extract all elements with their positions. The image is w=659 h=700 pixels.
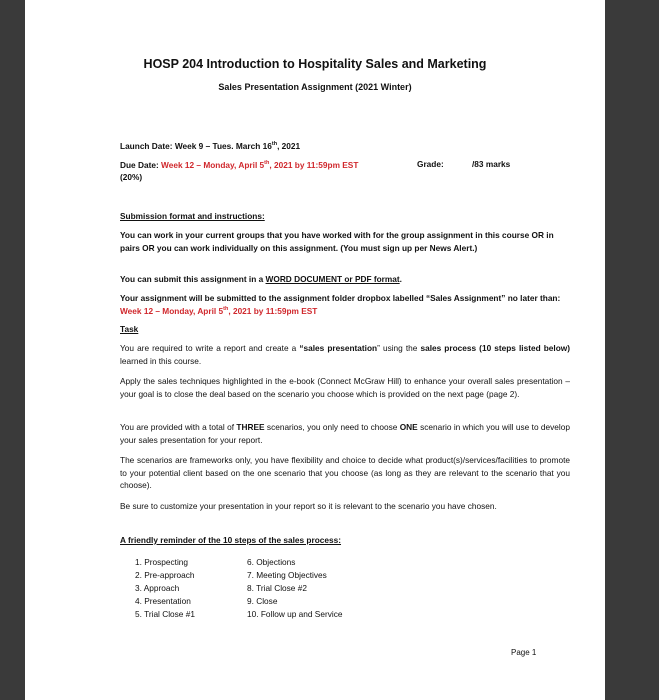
list-item: 10. Follow up and Service	[247, 609, 343, 619]
document-page	[25, 0, 605, 700]
grade-value: /83 marks	[472, 159, 511, 169]
page-subtitle: Sales Presentation Assignment (2021 Winter)	[218, 82, 412, 92]
page-title: HOSP 204 Introduction to Hospitality Sales and Marketing	[143, 57, 487, 71]
list-item: 7. Meeting Objectives	[247, 570, 327, 580]
list-item: 9. Close	[247, 596, 278, 606]
list-item: 4. Presentation	[135, 596, 191, 606]
right-viewer-margin	[605, 0, 659, 700]
submission-paragraph-2: You can submit this assignment in a WORD DOCUMENT or PDF format.	[120, 274, 402, 284]
list-item: 8. Trial Close #2	[247, 583, 307, 593]
launch-date: Launch Date: Week 9 – Tues. March 16th, 2021	[120, 141, 301, 151]
steps-list-col-1	[135, 556, 195, 621]
list-item: 3. Approach	[135, 583, 180, 593]
task-paragraph-2: Apply the sales techniques highlighted in the e-book (Connect McGraw Hill) to enhance your overall sales presentation – your goal is to close the deal based on the scenario you choose which is provided on the next page (page 2).	[120, 376, 570, 399]
task-paragraph-3: You are provided with a total of THREE scenarios, you only need to choose ONE scenario in which you will use to develop your sales presentation for your report.	[120, 422, 570, 445]
left-viewer-margin	[0, 0, 25, 700]
due-date: Due Date: Week 12 – Monday, April 5th, 2021 by 11:59pm EST	[120, 160, 359, 170]
list-item: 5. Trial Close #1	[135, 609, 195, 619]
page-number: Page 1	[511, 648, 537, 657]
task-paragraph-1: You are required to write a report and create a “sales presentation” using the sales process (10 steps listed below) learned in this course.	[120, 343, 570, 366]
grade-label: Grade:	[417, 159, 444, 169]
task-heading: Task	[120, 324, 139, 334]
submission-paragraph-3: Your assignment will be submitted to the assignment folder dropbox labelled “Sales Assignment” no later than: Week 12 – Monday, April 5th, 2021 by 11:59pm EST	[120, 293, 561, 316]
steps-heading: A friendly reminder of the 10 steps of the sales process:	[120, 535, 342, 545]
list-item: 2. Pre-approach	[135, 570, 195, 580]
list-item: 1. Prospecting	[135, 557, 189, 567]
due-weight: (20%)	[120, 172, 143, 182]
due-date-red: Week 12 – Monday, April 5th, 2021 by 11:59pm EST	[161, 160, 359, 170]
submission-paragraph-1: You can work in your current groups that you have worked with for the group assignment in this course OR in pairs OR you can work individually on this assignment. (You must sign up per News Alert.)	[120, 230, 554, 253]
task-paragraph-5: Be sure to customize your presentation in your report so it is relevant to the scenario you have chosen.	[120, 501, 497, 511]
steps-list-col-2	[247, 556, 342, 621]
task-paragraph-4: The scenarios are frameworks only, you have flexibility and choice to decide what product(s)/services/facilities to promote to your potential client based on the one scenario that you choose (as long as they are relevant to the scenario that you choose).	[120, 455, 570, 490]
list-item: 6. Objections	[247, 557, 296, 567]
submission-heading: Submission format and instructions:	[120, 211, 265, 221]
